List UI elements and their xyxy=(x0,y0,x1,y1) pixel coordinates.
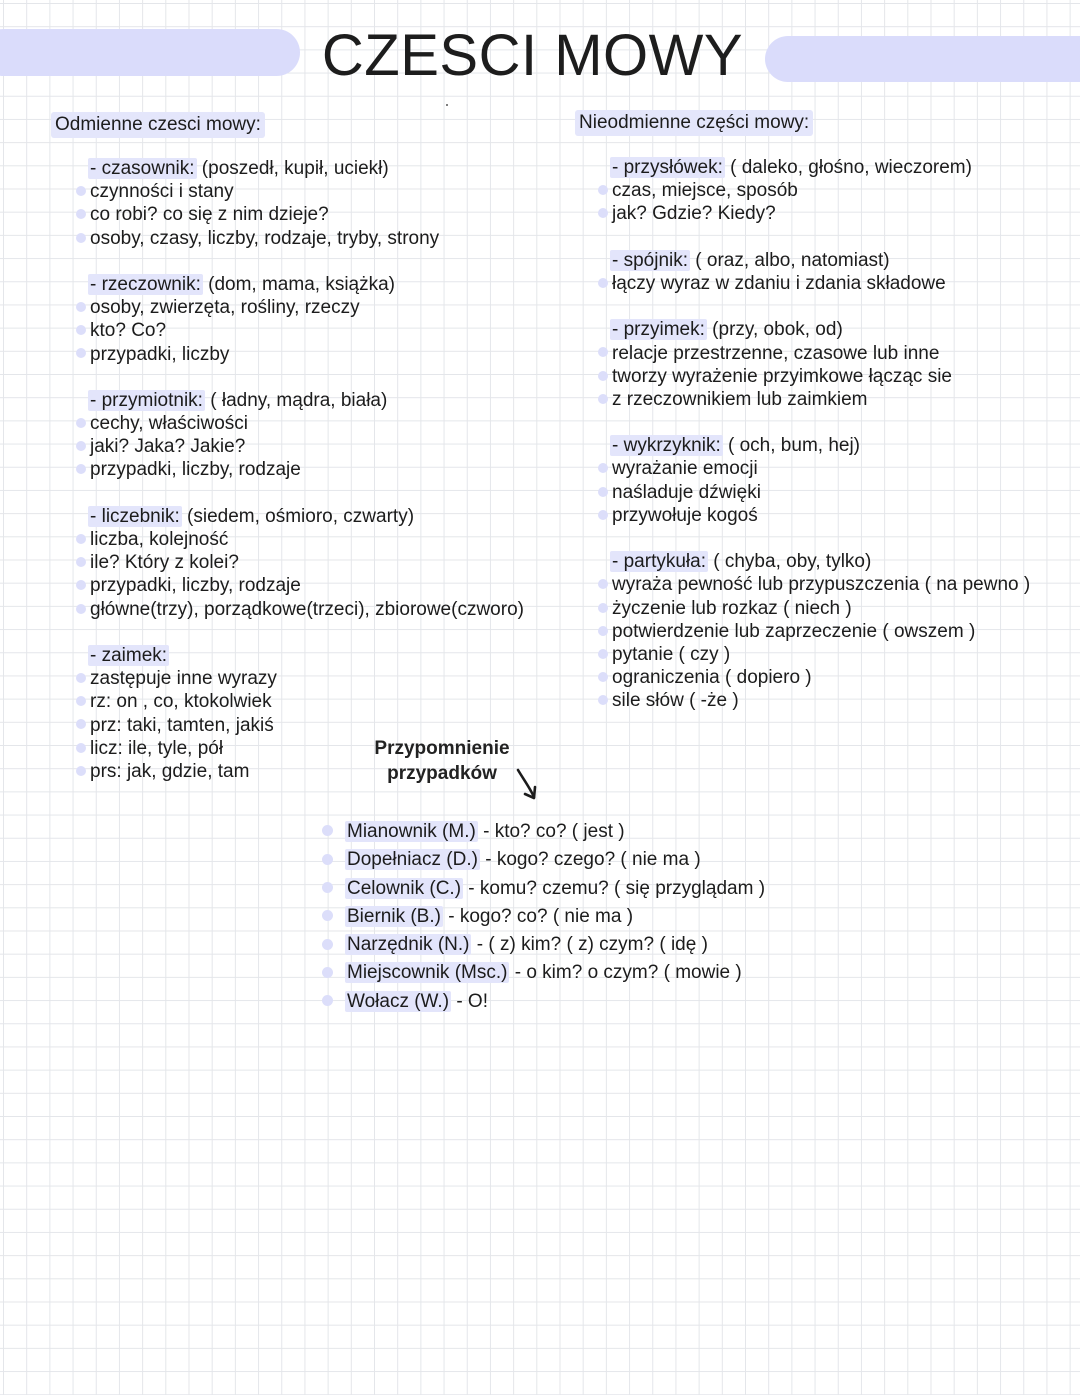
bullet-icon xyxy=(598,394,608,404)
list-item xyxy=(76,690,524,713)
bullet-icon xyxy=(598,695,608,705)
case-question: - kogo? co? ( nie ma ) xyxy=(442,905,634,927)
bullet-icon xyxy=(76,534,86,544)
inflected-heading: Odmienne czesci mowy: xyxy=(51,112,265,138)
bullet-icon xyxy=(598,603,608,613)
section-heading xyxy=(76,157,524,180)
list-item xyxy=(598,620,1030,643)
examples-text: ( oraz, albo, natomiast) xyxy=(690,249,890,271)
list-item-text: przywołuje kogoś xyxy=(612,504,758,526)
case-item xyxy=(322,931,765,959)
list-item xyxy=(76,551,524,574)
list-item-text: przypadki, liczby xyxy=(90,343,230,365)
case-question: - O! xyxy=(451,990,488,1012)
bullet-icon xyxy=(76,604,86,614)
case-question: - kto? co? ( jest ) xyxy=(477,821,625,842)
reminder-line-1: Przypomnienie xyxy=(374,738,510,759)
list-item xyxy=(598,202,1030,225)
list-item xyxy=(76,319,524,342)
list-item xyxy=(76,412,524,435)
bullet-icon xyxy=(76,233,86,243)
list-item-text: naśladuje dźwięki xyxy=(612,481,761,503)
list-item-text: jak? Gdzie? Kiedy? xyxy=(612,203,776,225)
reminder-line-2: przypadków xyxy=(387,763,497,784)
list-item-text: pytanie ( czy ) xyxy=(612,643,731,665)
bullet-icon xyxy=(76,464,86,474)
bullet-icon xyxy=(598,208,608,218)
bullet-icon xyxy=(76,209,86,219)
bullet-icon xyxy=(598,463,608,473)
bullet-icon xyxy=(598,579,608,589)
bullet-icon xyxy=(322,882,333,893)
examples-text: ( daleko, głośno, wieczorem) xyxy=(724,157,972,178)
uninflected-parts-list xyxy=(598,156,1030,713)
case-question: - o kim? o czym? ( mowie ) xyxy=(509,962,742,984)
part-of-speech-term: - czasownik: xyxy=(90,158,195,179)
case-item xyxy=(322,903,765,931)
examples-text: (przy, obok, od) xyxy=(706,319,843,341)
examples-text: (dom, mama, książka) xyxy=(202,273,396,295)
list-item xyxy=(76,435,524,458)
case-name: Miejscownik (Msc.) xyxy=(347,962,508,984)
list-item-text: licz: ile, tyle, pół xyxy=(90,737,224,759)
list-item-text: łączy wyraz w zdaniu i zdania składowe xyxy=(612,272,946,294)
list-item-text: prz: taki, tamten, jakiś xyxy=(90,714,274,736)
stray-dot xyxy=(446,104,448,106)
list-item xyxy=(76,714,524,737)
bullet-icon xyxy=(322,910,333,921)
list-item-text: zastępuje inne wyrazy xyxy=(90,668,277,690)
list-item xyxy=(598,689,1030,712)
section-heading xyxy=(598,434,1030,457)
bullet-icon xyxy=(76,743,86,753)
examples-text: ( chyba, oby, tylko) xyxy=(707,551,872,573)
bullet-icon xyxy=(598,347,608,357)
list-item xyxy=(598,388,1030,411)
bullet-icon xyxy=(598,487,608,497)
list-item xyxy=(598,597,1030,620)
list-item-text: przypadki, liczby, rodzaje xyxy=(90,459,301,481)
case-name: Wołacz (W.) xyxy=(347,990,450,1012)
list-item-text: życzenie lub rozkaz ( niech ) xyxy=(612,597,852,619)
section-heading xyxy=(76,389,524,412)
bullet-icon xyxy=(322,825,333,836)
list-item-text: przypadki, liczby, rodzaje xyxy=(90,575,301,597)
bullet-icon xyxy=(598,278,608,288)
part-of-speech-term: - liczebnik: xyxy=(90,505,180,527)
bullet-icon xyxy=(76,673,86,683)
bullet-icon xyxy=(76,186,86,196)
list-item-text: kto? Co? xyxy=(90,320,167,342)
list-item-text: co robi? co się z nim dzieje? xyxy=(90,204,329,226)
list-item xyxy=(598,365,1030,388)
list-item-text: osoby, zwierzęta, rośliny, rzeczy xyxy=(90,297,360,319)
case-name: Dopełniacz (D.) xyxy=(347,849,478,871)
list-item-text: relacje przestrzenne, czasowe lub inne xyxy=(612,342,940,364)
part-of-speech-term: - przymiotnik: xyxy=(90,389,203,411)
bullet-icon xyxy=(598,510,608,520)
list-item-text: tworzy wyrażenie przyimkowe łącząc sie xyxy=(612,365,952,387)
list-item-text: sile słów ( -że ) xyxy=(612,690,739,712)
list-item xyxy=(76,343,524,366)
case-name: Mianownik (M.) xyxy=(347,821,476,842)
bullet-icon xyxy=(598,185,608,195)
case-question: - ( z) kim? ( z) czym? ( idę ) xyxy=(471,934,708,956)
bullet-icon xyxy=(76,766,86,776)
list-item-text: wyraża pewność lub przypuszczenia ( na pewno ) xyxy=(612,574,1031,596)
bullet-icon xyxy=(76,557,86,567)
part-of-speech-term: - partykuła: xyxy=(612,551,706,573)
list-item-text: potwierdzenie lub zaprzeczenie ( owszem ) xyxy=(612,620,976,642)
list-item-text: prs: jak, gdzie, tam xyxy=(90,760,250,782)
list-item xyxy=(76,598,524,621)
list-item-text: cechy, właściwości xyxy=(90,413,249,435)
bullet-icon xyxy=(598,649,608,659)
list-item-text: z rzeczownikiem lub zaimkiem xyxy=(612,388,868,410)
bullet-icon xyxy=(76,348,86,358)
part-of-speech-term: - wykrzyknik: xyxy=(612,435,721,457)
case-item xyxy=(322,959,765,987)
uninflected-heading: Nieodmienne części mowy: xyxy=(575,110,813,136)
examples-text: (siedem, ośmioro, czwarty) xyxy=(181,505,415,527)
section-heading xyxy=(76,644,524,667)
list-item xyxy=(598,342,1030,365)
list-item-text: jaki? Jaka? Jakie? xyxy=(90,436,246,458)
bullet-icon xyxy=(76,719,86,729)
bullet-icon xyxy=(322,854,333,865)
section-heading xyxy=(598,249,1030,272)
bullet-icon xyxy=(322,967,333,978)
list-item-text: osoby, czasy, liczby, rodzaje, tryby, strony xyxy=(90,227,440,249)
list-item xyxy=(76,667,524,690)
bullet-icon xyxy=(322,939,333,950)
list-item xyxy=(76,227,524,250)
list-item xyxy=(76,458,524,481)
list-item xyxy=(76,180,524,203)
bullet-icon xyxy=(598,626,608,636)
section-heading xyxy=(76,505,524,528)
examples-text: (poszedł, kupił, uciekł) xyxy=(196,158,389,179)
list-item-text: wyrażanie emocji xyxy=(612,458,758,480)
bullet-icon xyxy=(76,580,86,590)
case-item xyxy=(322,846,765,874)
list-item xyxy=(598,272,1030,295)
list-item-text: liczba, kolejność xyxy=(90,529,229,550)
list-item xyxy=(598,481,1030,504)
bullet-icon xyxy=(598,672,608,682)
list-item xyxy=(598,457,1030,480)
list-item-text: główne(trzy), porządkowe(trzeci), zbiorowe(czworo) xyxy=(90,598,524,620)
list-item-text: ile? Który z kolei? xyxy=(90,552,239,574)
case-item xyxy=(322,875,765,903)
section-heading xyxy=(76,273,524,296)
list-item xyxy=(598,504,1030,527)
bullet-icon xyxy=(76,302,86,312)
case-item xyxy=(322,988,765,1016)
case-name: Biernik (B.) xyxy=(347,905,441,927)
cases-list xyxy=(322,818,765,1016)
list-item xyxy=(76,203,524,226)
section-heading xyxy=(598,550,1030,573)
bullet-icon xyxy=(322,995,333,1006)
bullet-icon xyxy=(76,696,86,706)
bullet-icon xyxy=(76,325,86,335)
list-item xyxy=(76,528,524,551)
part-of-speech-term: - przyimek: xyxy=(612,319,705,341)
case-question: - kogo? czego? ( nie ma ) xyxy=(479,849,701,871)
cases-reminder-heading xyxy=(364,736,520,786)
arrow-down-right-icon xyxy=(514,764,542,804)
list-item xyxy=(598,573,1030,596)
list-item xyxy=(598,643,1030,666)
bullet-icon xyxy=(76,418,86,428)
part-of-speech-term: - rzeczownik: xyxy=(90,273,201,295)
examples-text: ( ładny, mądra, biała) xyxy=(204,389,388,411)
section-heading xyxy=(598,156,1030,179)
case-name: Narzędnik (N.) xyxy=(347,934,470,956)
list-item xyxy=(76,574,524,597)
bullet-icon xyxy=(598,371,608,381)
list-item xyxy=(598,666,1030,689)
inflected-parts-list xyxy=(76,157,524,783)
examples-text: ( och, bum, hej) xyxy=(722,435,861,457)
list-item-text: rz: on , co, ktokolwiek xyxy=(90,691,272,713)
part-of-speech-term: - przysłówek: xyxy=(612,157,723,178)
list-item-text: czas, miejsce, sposób xyxy=(612,180,798,202)
list-item-text: ograniczenia ( dopiero ) xyxy=(612,667,812,689)
list-item-text: czynności i stany xyxy=(90,181,234,203)
section-heading xyxy=(598,318,1030,341)
part-of-speech-term: - zaimek: xyxy=(90,644,168,666)
part-of-speech-term: - spójnik: xyxy=(612,249,689,271)
case-item xyxy=(322,818,765,846)
page-title: CZESCI MOWY xyxy=(321,23,744,88)
case-question: - komu? czemu? ( się przyglądam ) xyxy=(463,877,766,899)
bullet-icon xyxy=(76,441,86,451)
list-item xyxy=(76,296,524,319)
list-item xyxy=(598,179,1030,202)
case-name: Celownik (C.) xyxy=(347,877,462,899)
